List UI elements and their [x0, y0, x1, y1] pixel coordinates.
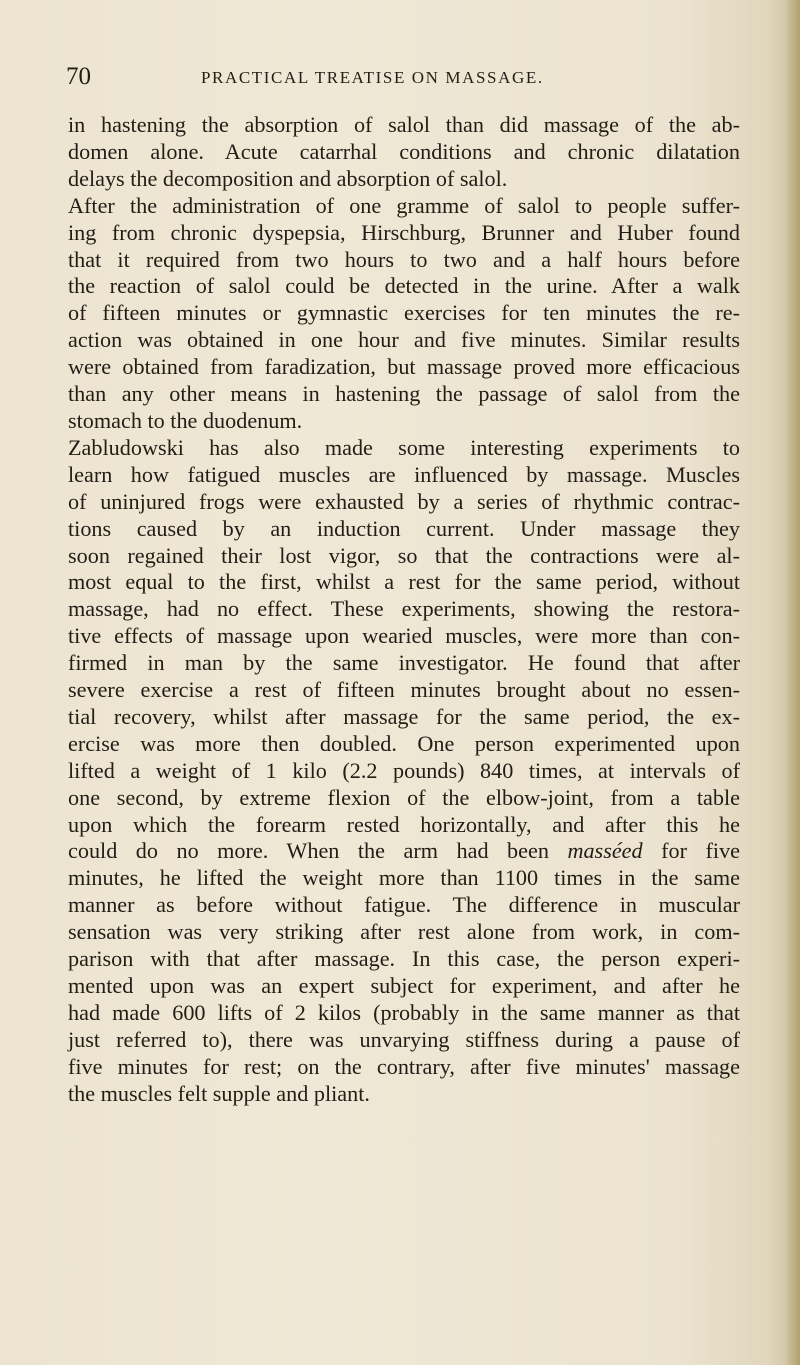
text-line: of uninjured frogs were exhausted by a series of rhythmic contrac-: [68, 488, 740, 514]
text-line: that it required from two hours to two and a half hours before: [68, 246, 740, 272]
text-line: upon which the forearm rested horizontally, and after this he: [68, 811, 740, 837]
body-text: [68, 112, 740, 1108]
page-header: [66, 62, 746, 92]
text-line: stomach to the duodenum.: [68, 407, 303, 433]
text-line: manner as before without fatigue. The difference in muscular: [68, 892, 740, 918]
text-line: sensation was very striking after rest alone from work, in com-: [68, 919, 740, 945]
text-line: delays the decomposition and absorption of salol.: [68, 165, 508, 191]
text-line: had made 600 lifts of 2 kilos (probably in the same manner as that: [68, 999, 740, 1025]
text-line: were obtained from faradization, but massage proved more efficacious: [68, 354, 740, 380]
text-line: the reaction of salol could be detected in the urine. After a walk: [68, 273, 740, 299]
text-line: ing from chronic dyspepsia, Hirschburg, Brunner and Huber found: [68, 219, 740, 245]
text-line: one second, by extreme flexion of the elbow-joint, from a table: [68, 784, 740, 810]
text-line: After the administration of one gramme of salol to people suffer-: [68, 192, 740, 218]
text-line: soon regained their lost vigor, so that the contractions were al-: [68, 542, 740, 568]
text-segment: could do no more. When the arm had been: [68, 838, 549, 864]
text-line: learn how fatigued muscles are influenced by massage. Muscles: [68, 461, 740, 487]
text-line: domen alone. Acute catarrhal conditions and chronic dilatation: [68, 138, 740, 164]
text-segment: for five: [661, 838, 741, 864]
page-edge-shadow: [784, 0, 800, 1365]
text-line: mented upon was an expert subject for experiment, and after he: [68, 973, 740, 998]
text-line: the muscles felt supple and pliant.: [68, 1080, 370, 1106]
text-line: tial recovery, whilst after massage for the same period, the ex-: [68, 703, 740, 729]
text-line: of fifteen minutes or gymnastic exercises for ten minutes the re-: [68, 300, 740, 326]
text-line: [68, 838, 740, 865]
text-line: just referred to), there was unvarying stiffness during a pause of: [68, 1026, 740, 1052]
text-line: five minutes for rest; on the contrary, after five minutes' massage: [68, 1053, 740, 1079]
text-line: massage, had no effect. These experiments, showing the restora-: [68, 596, 740, 622]
text-line: action was obtained in one hour and five minutes. Similar results: [68, 327, 740, 353]
italic-word: masséed: [567, 838, 643, 864]
text-line: minutes, he lifted the weight more than 1100 times in the same: [68, 865, 740, 891]
text-line: tive effects of massage upon wearied muscles, were more than con-: [68, 623, 740, 649]
page-number: 70: [66, 63, 91, 90]
text-line: most equal to the first, whilst a rest for the same period, without: [68, 569, 740, 595]
text-line: ercise was more then doubled. One person experimented upon: [68, 730, 740, 756]
running-head: PRACTICAL TREATISE ON MASSAGE.: [201, 68, 544, 87]
text-line: tions caused by an induction current. Under massage they: [68, 515, 740, 541]
text-line: in hastening the absorption of salol than did massage of the ab-: [68, 112, 740, 137]
text-line: severe exercise a rest of fifteen minutes brought about no essen-: [68, 677, 740, 703]
text-line: than any other means in hastening the passage of salol from the: [68, 381, 740, 407]
text-line: lifted a weight of 1 kilo (2.2 pounds) 840 times, at intervals of: [68, 757, 740, 783]
text-line: Zabludowski has also made some interesting experiments to: [68, 434, 740, 460]
text-line: parison with that after massage. In this case, the person experi-: [68, 946, 740, 972]
text-line: firmed in man by the same investigator. He found that after: [68, 650, 740, 676]
